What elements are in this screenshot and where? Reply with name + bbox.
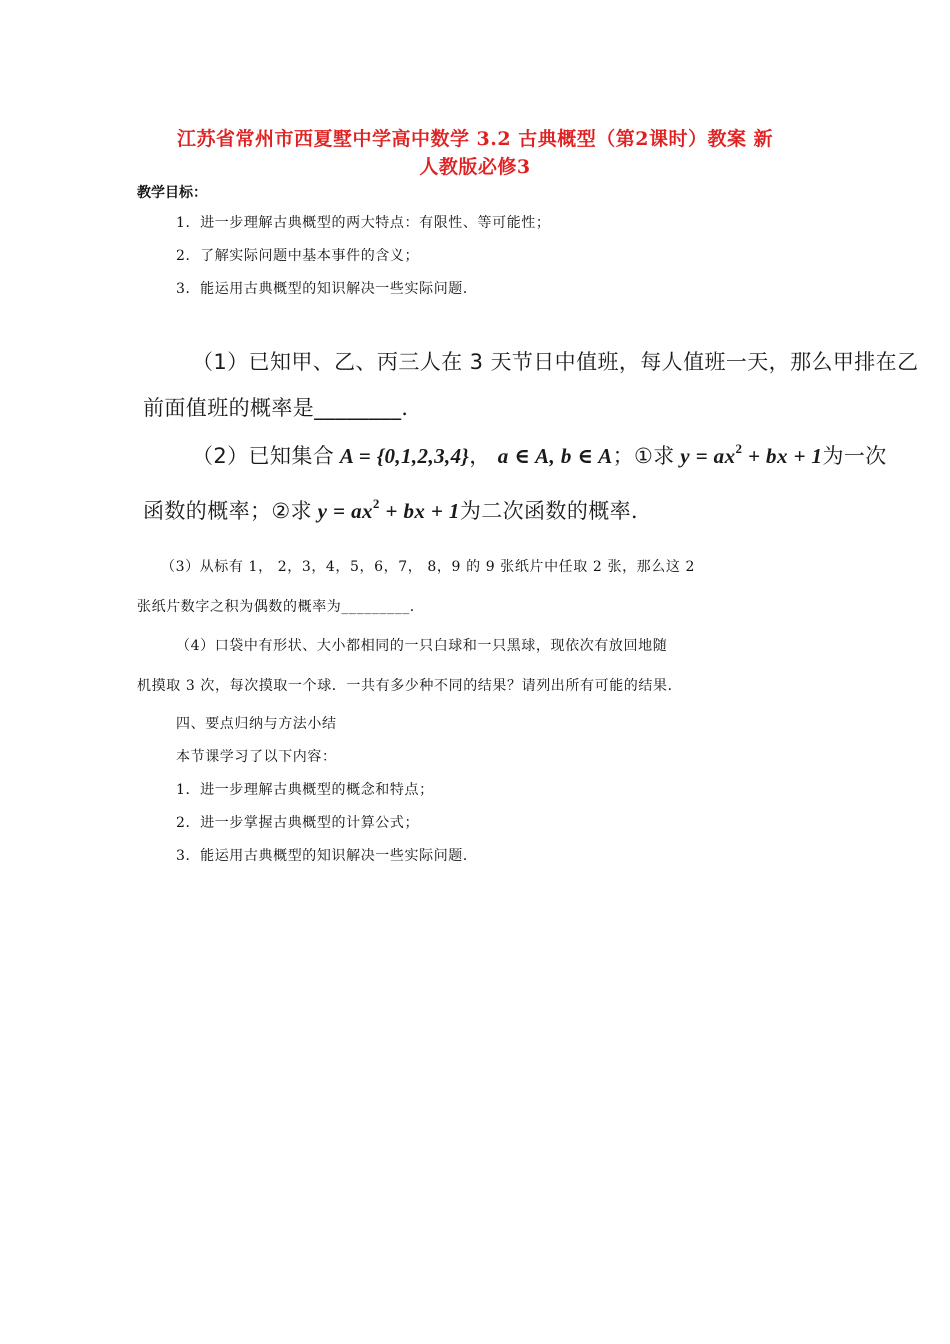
problem-4-line-2: 机摸取 3 次，每次摸取一个球．一共有多少种不同的结果？请列出所有可能的结果． [137,678,683,694]
summary-item-3: 3．能运用古典概型的知识解决一些实际问题． [176,848,478,864]
summary-item-2: 2．进一步掌握古典概型的计算公式； [176,815,420,831]
problem-1-line-1: （1）已知甲、乙、丙三人在 3 天节日中值班，每人值班一天，那么甲排在乙 [192,350,919,374]
quadratic-function-formula: $y = ax^2$ + bx + 1 [312,496,460,523]
problem-4-line-1: （4）口袋中有形状、大小都相同的一只白球和一只黑球，现依次有放回地随 [176,638,668,654]
problem-1-line-2: 前面值班的概率是________． [143,396,423,420]
summary-heading: 四、要点归纳与方法小结 [176,716,337,732]
problem-3-line-1: （3）从标有 1， 2，3，4，5，6，7， 8，9 的 9 张纸片中任取 2 张，那么这 2 [161,559,696,575]
problem-2-prefix: （2）已知集合 [192,444,335,468]
problem-2-question-1-suffix: 为一次 [822,444,887,468]
summary-item-1: 1．进一步理解古典概型的概念和特点； [176,782,434,798]
problem-2-line-2-prefix: 函数的概率；②求 [143,499,313,523]
objectives-heading: 教学目标： [137,185,207,201]
set-a-formula: A = {0,1,2,3,4} [334,444,470,468]
objective-item-2: 2．了解实际问题中基本事件的含义； [176,248,420,264]
linear-function-formula: $y = ax^2$ + bx + 1 [674,441,823,468]
problem-2-line-2 [143,495,652,525]
objective-item-1: 1．进一步理解古典概型的两大特点：有限性、等可能性； [176,215,551,231]
problem-3-line-2: 张纸片数字之积为偶数的概率为_________． [137,599,425,615]
document-title-line-1: 江苏省常州市西夏墅中学高中数学 3.2 古典概型（第2课时）教案 新 [176,128,774,150]
problem-2-question-1: ；①求 [612,444,675,468]
problem-2-line-1 [192,440,887,470]
summary-intro: 本节课学习了以下内容： [176,749,337,765]
document-title-line-2: 人教版必修3 [419,156,531,178]
membership-formula: a ∈ A, b ∈ A [497,444,613,468]
objective-item-3: 3．能运用古典概型的知识解决一些实际问题． [176,281,478,297]
problem-2-line-2-suffix: 为二次函数的概率． [459,499,653,523]
comma-separator: ， [469,444,491,468]
